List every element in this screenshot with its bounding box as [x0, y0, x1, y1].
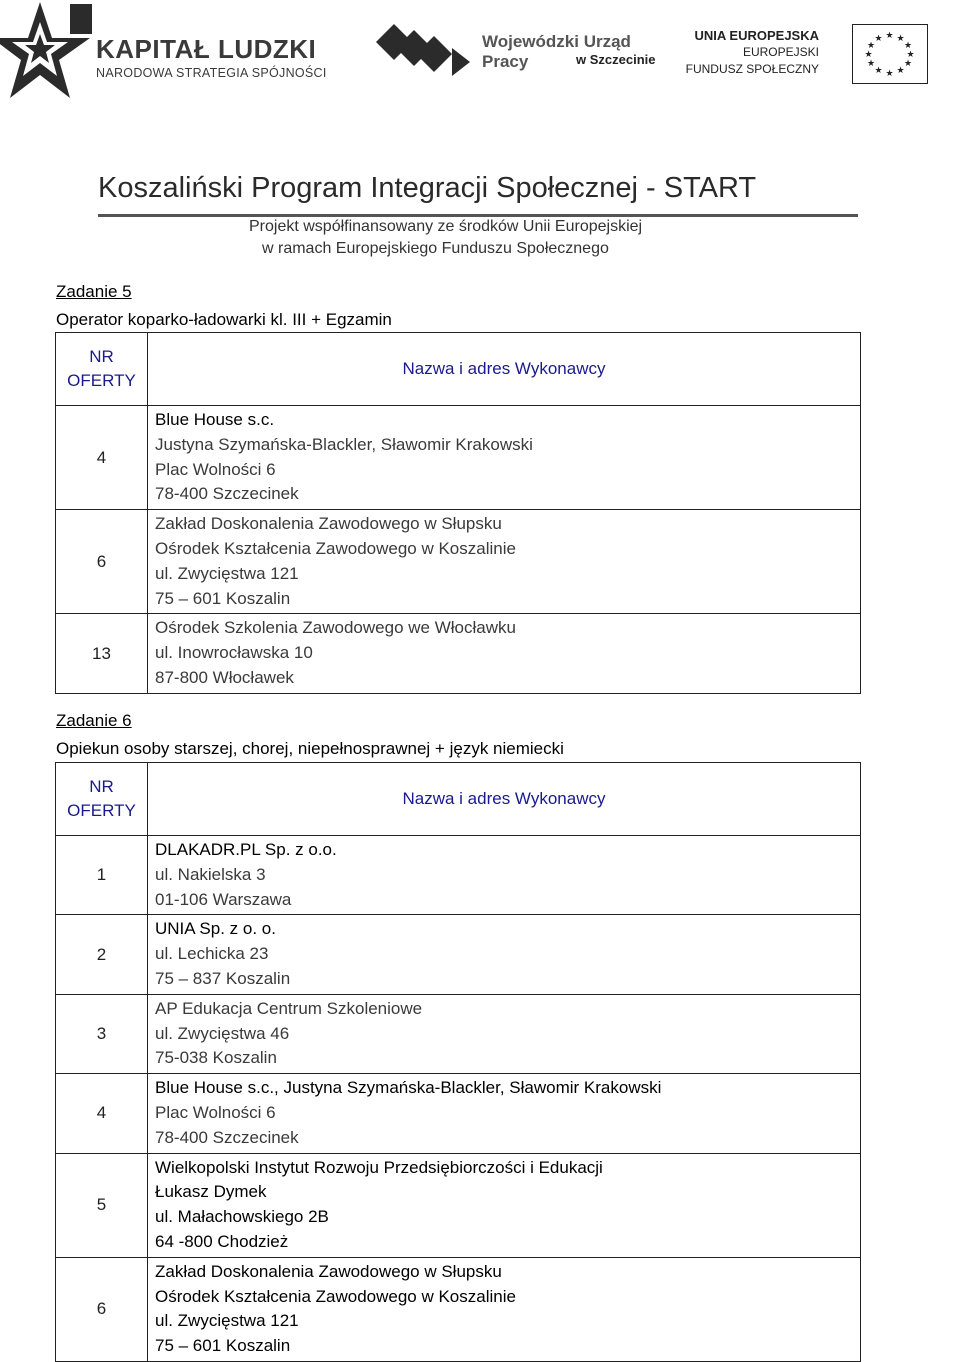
table-row [56, 510, 861, 614]
table-row [56, 1074, 861, 1153]
ue-logo [685, 24, 935, 94]
contractor-line: Łukasz Dymek [155, 1182, 267, 1202]
task-6-offers-table [55, 762, 861, 1362]
contractor-line: 78-400 Szczecinek [155, 484, 299, 504]
column-header-nr-line1: NR [89, 777, 114, 796]
task-5-name: Operator koparko-ładowarki kl. III + Egzamin [56, 310, 392, 329]
contractor-cell [148, 1257, 861, 1361]
svg-text:★: ★ [874, 34, 883, 44]
svg-text:★: ★ [903, 59, 913, 69]
kapital-ludzki-subtitle: NARODOWA STRATEGIA SPÓJNOŚCI [96, 66, 327, 80]
contractor-line: ul. Małachowskiego 2B [155, 1207, 329, 1227]
svg-text:★: ★ [903, 41, 913, 51]
contractor-line: Blue House s.c. [155, 410, 275, 429]
program-subtitle-2: w ramach Europejskiego Funduszu Społecznego [262, 240, 609, 257]
contractor-cell [148, 994, 861, 1073]
ue-line-3: FUNDUSZ SPOŁECZNY [685, 62, 819, 76]
kapital-ludzki-title: KAPITAŁ LUDZKI [96, 34, 317, 64]
contractor-line: ul. Zwycięstwa 121 [155, 563, 299, 583]
column-header-nr-line2: OFERTY [67, 801, 136, 820]
contractor-cell [148, 915, 861, 994]
contractor-line: UNIA Sp. z o. o. [155, 919, 276, 939]
table-row [56, 1257, 861, 1361]
contractor-line: 75 – 601 Koszalin [155, 1336, 291, 1356]
contractor-line: Zakład Doskonalenia Zawodowego w Słupsku [155, 514, 502, 534]
column-header-nr-line1: NR [89, 347, 114, 366]
task-6-name: Opiekun osoby starszej, chorej, niepełnosprawnej + język niemiecki [56, 739, 564, 758]
svg-text:★: ★ [866, 41, 876, 51]
contractor-line: 87-800 Włocławek [155, 667, 294, 687]
contractor-cell [148, 1074, 861, 1153]
svg-text:★: ★ [906, 50, 915, 60]
offer-number: 13 [56, 614, 148, 693]
table-header-row [56, 763, 861, 836]
contractor-line: Ośrodek Szkolenia Zawodowego we Włocławku [155, 618, 516, 638]
contractor-line: AP Edukacja Centrum Szkoleniowe [155, 998, 423, 1018]
kapital-ludzki-star-icon [0, 0, 92, 105]
contractor-line: ul. Nakielska 3 [155, 864, 266, 884]
table-row [56, 406, 861, 510]
offer-number: 5 [56, 1153, 148, 1257]
contractor-cell [148, 406, 861, 510]
table-header-row [56, 333, 861, 406]
contractor-line: ul. Lechicka 23 [155, 944, 269, 964]
task-5-heading: Zadanie 5 [56, 282, 132, 301]
contractor-cell [148, 836, 861, 915]
table-row [56, 915, 861, 994]
offer-number: 6 [56, 1257, 148, 1361]
svg-text:★: ★ [896, 66, 905, 76]
wup-title: Wojewódzki Urząd Pracy [482, 32, 631, 71]
svg-text:★: ★ [885, 69, 894, 79]
offer-number: 6 [56, 510, 148, 614]
table-row [56, 836, 861, 915]
contractor-line: 64 -800 Chodzież [155, 1231, 289, 1251]
contractor-line: Justyna Szymańska-Blackler, Sławomir Krakowski [155, 434, 533, 454]
contractor-line: ul. Inowrocławska 10 [155, 643, 313, 663]
contractor-line: ul. Zwycięstwa 46 [155, 1023, 290, 1043]
contractor-line: Ośrodek Kształcenia Zawodowego w Koszalinie [155, 1286, 516, 1306]
kapital-ludzki-logo [0, 0, 340, 105]
table-row [56, 994, 861, 1073]
contractor-line: 75 – 601 Koszalin [155, 588, 291, 608]
offer-number: 3 [56, 994, 148, 1073]
svg-text:★: ★ [874, 66, 883, 76]
ue-line-1: UNIA EUROPEJSKA [694, 28, 819, 43]
header-logos [0, 0, 960, 110]
contractor-line: Zakład Doskonalenia Zawodowego w Słupsku [155, 1261, 502, 1281]
offer-number: 1 [56, 836, 148, 915]
column-header-nr [56, 333, 148, 406]
wup-logo [372, 22, 672, 82]
column-header-contractor: Nazwa i adres Wykonawcy [148, 763, 861, 836]
program-title: Koszaliński Program Integracji Społecznej - START [98, 172, 757, 204]
column-header-nr [56, 763, 148, 836]
contractor-line: 75-038 Koszalin [155, 1048, 277, 1068]
contractor-line: Blue House s.c., Justyna Szymańska-Blackler, Sławomir Krakowski [155, 1078, 662, 1098]
contractor-line: 78-400 Szczecinek [155, 1127, 299, 1147]
table-row [56, 614, 861, 693]
ue-line-2: EUROPEJSKI [742, 45, 819, 59]
contractor-line: ul. Zwycięstwa 121 [155, 1311, 299, 1331]
eu-flag-icon [852, 24, 928, 84]
offer-number: 4 [56, 406, 148, 510]
contractor-line: 01-106 Warszawa [155, 889, 292, 909]
contractor-cell [148, 1153, 861, 1257]
contractor-line: 75 – 837 Koszalin [155, 968, 291, 988]
svg-text:★: ★ [896, 34, 905, 44]
offer-number: 4 [56, 1074, 148, 1153]
svg-text:★: ★ [885, 31, 894, 41]
wup-emblem-icon [372, 22, 472, 78]
contractor-line: Plac Wolności 6 [155, 1102, 276, 1122]
contractor-cell [148, 510, 861, 614]
column-header-nr-line2: OFERTY [67, 371, 136, 390]
task-6-heading: Zadanie 6 [56, 711, 132, 730]
program-subtitle-1: Projekt współfinansowany ze środków Unii Europejskiej [249, 218, 643, 235]
svg-text:★: ★ [866, 59, 876, 69]
table-row [56, 1153, 861, 1257]
offer-number: 2 [56, 915, 148, 994]
task-5-offers-table [55, 332, 861, 694]
contractor-line: Ośrodek Kształcenia Zawodowego w Koszalinie [155, 538, 516, 558]
wup-subtitle: w Szczecinie [576, 52, 656, 67]
contractor-line: DLAKADR.PL Sp. z o.o. [155, 840, 337, 859]
contractor-line: Wielkopolski Instytut Rozwoju Przedsiębiorczości i Edukacji [155, 1157, 603, 1177]
svg-text:★: ★ [864, 50, 873, 60]
program-title-rule [98, 214, 858, 217]
contractor-cell [148, 614, 861, 693]
column-header-contractor: Nazwa i adres Wykonawcy [148, 333, 861, 406]
contractor-line: Plac Wolności 6 [155, 459, 276, 479]
